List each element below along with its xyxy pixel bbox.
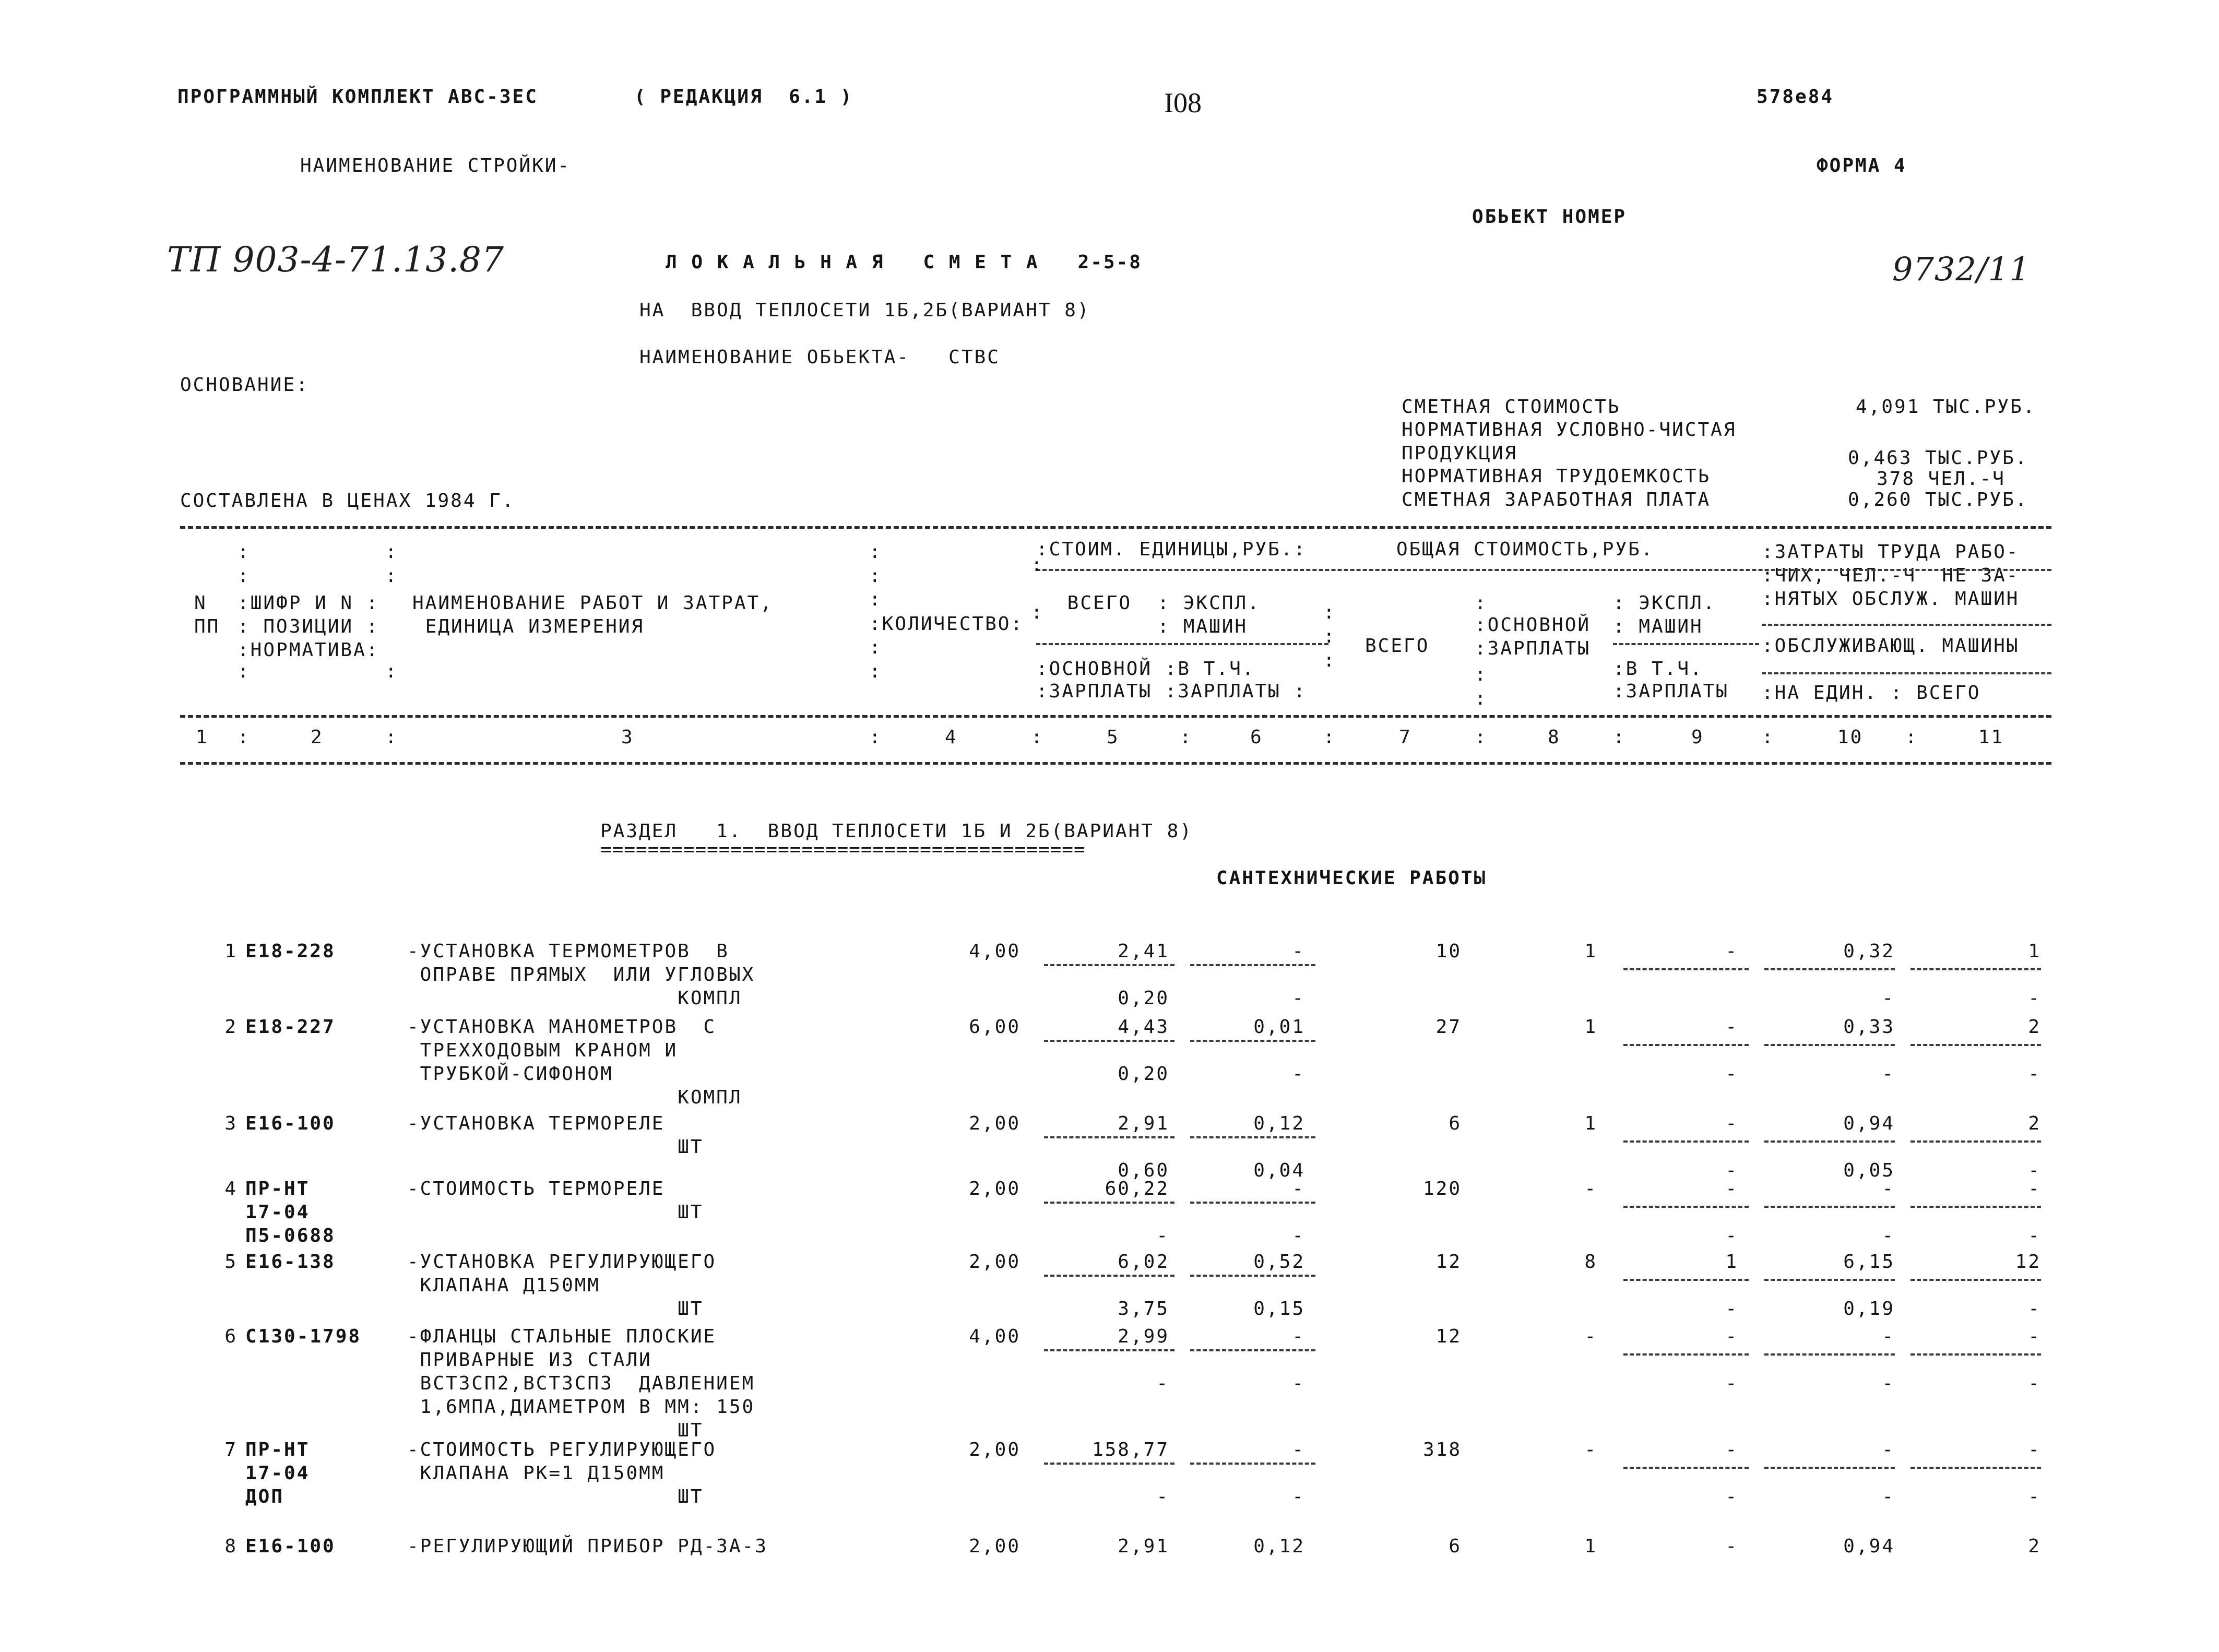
row-total: 12 [1435,1326,1462,1347]
row-total: 27 [1435,1016,1462,1038]
handwritten-number: 9732/11 [1892,250,2031,288]
row-labor-unit: - [1882,1439,1895,1460]
row-unit-machine-salary: - [1292,1063,1305,1085]
row-total: 6 [1449,1536,1462,1557]
row-divider [1764,1279,1895,1281]
row-base-salary: - [1584,1439,1597,1460]
col-number-separators: : [869,727,882,748]
row-unit-cost: 2,91 [1118,1536,1169,1557]
col-10-11-group-header: :ЗАТРАТЫ ТРУДА РАБО- :ЧИХ, ЧЕЛ.-Ч НЕ ЗА- :НЯТЫХ ОБСЛУЖ. МАШИН [1762,541,2020,610]
col-number-separators: : [1180,727,1193,748]
row-unit-salary: - [1156,1373,1169,1394]
row-unit-salary: 0,20 [1118,1063,1169,1085]
row-divider [1044,1136,1174,1138]
row-unit-machines: - [1292,1439,1305,1460]
col-number: 4 [945,727,958,748]
col-number: 9 [1691,727,1704,748]
col-3-header: НАИМЕНОВАНИЕ РАБОТ И ЗАТРАТ, ЕДИНИЦА ИЗМЕРЕНИЯ [412,592,773,637]
summary-label: НОРМАТИВНАЯ ТРУДОЕМКОСТЬ [1402,466,1711,487]
row-divider [1044,1463,1174,1465]
row-base-salary: 1 [1584,1016,1597,1038]
row-divider [1623,1140,1749,1143]
row-machine-salary: - [1725,1298,1738,1320]
col-number-separators: : [385,727,398,748]
row-machine-salary: - [1725,1160,1738,1181]
col-number-separators: : [1475,727,1488,748]
col-number: 6 [1250,727,1263,748]
row-unit-machines: 0,52 [1253,1251,1305,1273]
row-base-salary: - [1584,1178,1597,1199]
header-col-separators: : : : [1475,592,1488,709]
row-divider [1764,1206,1895,1208]
row-name: -СТОИМОСТЬ ТЕРМОРЕЛЕ ШТ [407,1178,704,1223]
row-machines: - [1725,941,1738,962]
row-divider [1764,1044,1895,1046]
col-9-header: : ЭКСПЛ. : МАШИН [1613,592,1716,637]
col-number-separators: : [1323,727,1336,748]
row-unit-cost: 158,77 [1091,1439,1169,1460]
col-number: 5 [1107,727,1120,748]
header-col-separators: : : [1031,554,1044,624]
col-10-11-bottom-header: :ОБСЛУЖИВАЮЩ. МАШИНЫ [1762,635,2020,657]
row-quantity: 2,00 [969,1113,1020,1134]
col-number: 10 [1837,727,1864,748]
row-machines: - [1725,1016,1738,1038]
row-divider [1190,1349,1315,1351]
row-divider [1911,1206,2041,1208]
row-machines: - [1725,1326,1738,1347]
estimate-subject: НА ВВОД ТЕПЛОСЕТИ 1Б,2Б(ВАРИАНТ 8) [639,300,1090,321]
row-code: Е16-138 [245,1251,336,1273]
col-number: 1 [196,727,209,748]
row-labor-total: - [2028,1439,2041,1460]
row-unit-cost: 6,02 [1118,1251,1169,1273]
row-divider [1911,1353,2041,1356]
summary-value: 0,260 ТЫС.РУБ. [1848,489,2028,510]
row-labor-unit-2: - [1882,1225,1895,1246]
section-underline: ========================================= [600,839,1086,860]
row-unit-machine-salary: - [1292,1486,1305,1507]
section-title: РАЗДЕЛ 1. ВВОД ТЕПЛОСЕТИ 1Б И 2Б(ВАРИАНТ 8) [600,821,1193,842]
row-divider [1190,1202,1315,1204]
col-number-separators: : [1905,727,1918,748]
row-divider [1623,1467,1749,1469]
row-number: 2 [224,1016,238,1038]
row-labor-unit: 0,32 [1843,941,1895,962]
header-bottom-rule [180,715,2051,718]
row-code: Е16-100 [245,1536,336,1557]
row-machine-salary: - [1725,1225,1738,1246]
prices-note: СОСТАВЛЕНА В ЦЕНАХ 1984 Г. [180,490,515,512]
row-labor-unit: - [1882,1326,1895,1347]
row-total: 12 [1435,1251,1462,1273]
col-number: 2 [311,727,324,748]
row-labor-total: 1 [2028,941,2041,962]
col-number: 8 [1548,727,1561,748]
row-number: 5 [224,1251,238,1273]
row-divider [1044,964,1174,966]
row-machines: 1 [1725,1251,1738,1273]
program-name: ПРОГРАММНЫЙ КОМПЛЕКТ АВС-ЗЕС [177,86,538,108]
col-10-11-subheader: :НА ЕДИН. : ВСЕГО [1762,682,1981,704]
header-col-separators: : : : [1323,602,1336,671]
row-divider [1044,1040,1174,1042]
header-col-separators: : : : [238,541,251,682]
row-divider [1623,1044,1749,1046]
page-number: I08 [1164,87,1202,118]
summary-label: ПРОДУКЦИЯ [1402,443,1518,464]
row-labor-unit: 0,94 [1843,1113,1895,1134]
col-number-separators: : [238,727,251,748]
row-unit-cost: 2,41 [1118,941,1169,962]
row-labor-unit: 6,15 [1843,1251,1895,1273]
row-name: -УСТАНОВКА РЕГУЛИРУЮЩЕГО КЛАПАНА Д150ММ ШТ [407,1251,717,1320]
row-labor-total-2: - [2028,1063,2041,1085]
row-unit-machines: 0,01 [1253,1016,1305,1038]
edition: ( РЕДАКЦИЯ 6.1 ) [634,86,853,108]
row-base-salary: 8 [1584,1251,1597,1273]
row-labor-unit-2: 0,05 [1843,1160,1895,1181]
row-labor-total-2: - [2028,1298,2041,1320]
row-number: 6 [224,1326,238,1347]
row-number: 8 [224,1536,238,1557]
row-labor-unit: 0,94 [1843,1536,1895,1557]
row-divider [1623,1279,1749,1281]
row-unit-machines: - [1292,1326,1305,1347]
row-machine-salary: - [1725,1486,1738,1507]
row-divider [1911,1044,2041,1046]
table-top-rule [180,526,2051,529]
row-unit-salary: - [1156,1225,1169,1246]
summary-value: 378 ЧЕЛ.-Ч [1877,468,2006,490]
row-labor-total-2: - [2028,1373,2041,1394]
row-divider [1044,1275,1174,1277]
summary-label: СМЕТНАЯ СТОИМОСТЬ [1402,396,1621,418]
numbers-bottom-rule [180,762,2051,765]
row-total: 120 [1422,1178,1462,1199]
row-number: 1 [224,941,238,962]
summary-value: 4,091 ТЫС.РУБ. [1856,396,2036,418]
col-number-separators: : [1762,727,1775,748]
header-col-separators: : : : [385,541,398,682]
row-code: Е16-100 [245,1113,336,1134]
row-code: ПР-НТ 17-04 П5-0688 [245,1178,336,1246]
row-divider [1764,968,1895,970]
row-labor-total-2: - [2028,988,2041,1009]
row-name: -РЕГУЛИРУЮЩИЙ ПРИБОР РД-3А-3 [407,1536,768,1557]
row-unit-machines: - [1292,941,1305,962]
row-total: 318 [1422,1439,1462,1460]
row-code: Е18-228 [245,941,336,962]
row-machines: - [1725,1178,1738,1199]
row-unit-salary: 3,75 [1118,1298,1169,1320]
col-7-header: ВСЕГО [1365,635,1430,657]
row-labor-total-2: - [2028,1486,2041,1507]
row-machine-salary: - [1725,1063,1738,1085]
row-quantity: 2,00 [969,1536,1020,1557]
row-labor-unit: - [1882,1178,1895,1199]
row-labor-unit-2: - [1882,1373,1895,1394]
col-5-6-group-header: :СТОИМ. ЕДИНИЦЫ,РУБ.: [1036,539,1307,560]
row-code: Е18-227 [245,1016,336,1038]
row-labor-unit: 0,33 [1843,1016,1895,1038]
row-divider [1190,1275,1315,1277]
row-name: -СТОИМОСТЬ РЕГУЛИРУЮЩЕГО КЛАПАНА РК=1 Д150ММ ШТ [407,1439,717,1507]
header-inner-rule [1613,643,1759,645]
row-unit-cost: 2,99 [1118,1326,1169,1347]
row-divider [1623,968,1749,970]
row-number: 3 [224,1113,238,1134]
row-quantity: 6,00 [969,1016,1020,1038]
row-unit-machine-salary: 0,15 [1253,1298,1305,1320]
row-code: С130-1798 [245,1326,362,1347]
row-unit-cost: 60,22 [1105,1178,1169,1199]
row-labor-unit-2: - [1882,988,1895,1009]
row-quantity: 2,00 [969,1251,1020,1273]
document-code: 578е84 [1757,86,1834,108]
row-base-salary: 1 [1584,941,1597,962]
row-divider [1911,1467,2041,1469]
row-unit-machine-salary: 0,04 [1253,1160,1305,1181]
row-base-salary: - [1584,1326,1597,1347]
col-1-header: N ПП [194,592,220,637]
estimate-title: Л О К А Л Ь Н А Я С М Е Т А 2-5-8 [666,252,1142,273]
row-number: 4 [224,1178,238,1199]
row-divider [1764,1467,1895,1469]
col-number: 11 [1978,727,2004,748]
summary-label: СМЕТНАЯ ЗАРАБОТНАЯ ПЛАТА [1402,489,1711,510]
header-inner-rule [1762,672,2051,674]
row-base-salary: 1 [1584,1113,1597,1134]
row-number: 7 [224,1439,238,1460]
row-divider [1190,1136,1315,1138]
object-name: НАИМЕНОВАНИЕ ОБЬЕКТА- СТВС [639,347,1000,368]
row-unit-machines: - [1292,1178,1305,1199]
summary-value: 0,463 ТЫС.РУБ. [1848,447,2028,469]
col-number-separators: : [1031,727,1044,748]
row-labor-total: 12 [2015,1251,2041,1273]
row-labor-total-2: - [2028,1225,2041,1246]
row-name: -УСТАНОВКА ТЕРМОРЕЛЕ ШТ [407,1113,704,1158]
row-unit-machines: 0,12 [1253,1536,1305,1557]
row-divider [1190,1040,1315,1042]
row-machines: - [1725,1439,1738,1460]
col-number: 3 [621,727,634,748]
row-unit-salary: 0,60 [1118,1160,1169,1181]
row-machines: - [1725,1113,1738,1134]
row-divider [1911,1140,2041,1143]
row-labor-total: 2 [2028,1536,2041,1557]
row-divider [1044,1202,1174,1204]
row-quantity: 4,00 [969,941,1020,962]
summary-label: НОРМАТИВНАЯ УСЛОВНО-ЧИСТАЯ [1402,419,1737,441]
row-unit-machine-salary: - [1292,988,1305,1009]
row-divider [1764,1140,1895,1143]
row-unit-salary: 0,20 [1118,988,1169,1009]
row-unit-machine-salary: - [1292,1373,1305,1394]
row-labor-unit-2: - [1882,1063,1895,1085]
header-col-separators: : : : : : [869,541,882,682]
row-labor-total: 2 [2028,1016,2041,1038]
row-machine-salary: - [1725,1373,1738,1394]
row-machines: - [1725,1536,1738,1557]
row-divider [1911,1279,2041,1281]
header-inner-rule [1762,624,2051,626]
row-labor-unit-2: - [1882,1486,1895,1507]
row-base-salary: 1 [1584,1536,1597,1557]
row-unit-cost: 2,91 [1118,1113,1169,1134]
form-number: ФОРМА 4 [1817,155,1907,176]
row-name: -УСТАНОВКА ТЕРМОМЕТРОВ В ОПРАВЕ ПРЯМЫХ ИЛИ УГЛОВЫХ КОМПЛ [407,941,755,1009]
row-divider [1190,964,1315,966]
row-name: -УСТАНОВКА МАНОМЕТРОВ С ТРЕХХОДОВЫМ КРАНОМ И ТРУБКОЙ-СИФОНОМ КОМПЛ [407,1016,742,1108]
header-inner-rule [1036,643,1328,645]
row-total: 6 [1449,1113,1462,1134]
handwritten-project-code: ТП 903-4-71.13.87 [167,240,505,280]
col-4-header: :КОЛИЧЕСТВО: [869,613,1024,635]
col-9-bottom-header: :В Т.Ч. :ЗАРПЛАТЫ [1613,658,1729,703]
row-unit-salary: - [1156,1486,1169,1507]
row-quantity: 2,00 [969,1439,1020,1460]
col-2-header: :ШИФР И N : : ПОЗИЦИИ : :НОРМАТИВА: [238,592,379,661]
row-divider [1911,968,2041,970]
row-labor-unit-2: 0,19 [1843,1298,1895,1320]
row-divider [1623,1206,1749,1208]
row-unit-machine-salary: - [1292,1225,1305,1246]
col-5-6-subheader: ВСЕГО : ЭКСПЛ. : МАШИН [1067,592,1261,637]
row-quantity: 2,00 [969,1178,1020,1199]
row-divider [1044,1349,1174,1351]
row-unit-machines: 0,12 [1253,1113,1305,1134]
header-inner-rule [1036,569,2051,571]
row-unit-cost: 4,43 [1118,1016,1169,1038]
row-divider [1764,1353,1895,1356]
section-subtitle: САНТЕХНИЧЕСКИЕ РАБОТЫ [1216,867,1487,889]
row-labor-total-2: - [2028,1160,2041,1181]
construction-name: НАИМЕНОВАНИЕ СТРОЙКИ- [300,155,571,176]
object-number: ОБЬЕКТ НОМЕР [1472,206,1627,228]
row-code: ПР-НТ 17-04 ДОП [245,1439,310,1507]
row-divider [1190,1463,1315,1465]
col-8-header: :ОСНОВНОЙ :ЗАРПЛАТЫ [1475,614,1591,659]
row-total: 10 [1435,941,1462,962]
row-labor-total: - [2028,1326,2041,1347]
col-5-6-bottom-header: :ОСНОВНОЙ :В Т.Ч. :ЗАРПЛАТЫ :ЗАРПЛАТЫ : [1036,658,1307,703]
row-labor-total: 2 [2028,1113,2041,1134]
row-divider [1623,1353,1749,1356]
row-name: -ФЛАНЦЫ СТАЛЬНЫЕ ПЛОСКИЕ ПРИВАРНЫЕ ИЗ СТАЛИ ВСТ3СП2,ВСТ3СП3 ДАВЛЕНИЕМ 1,6МПА,ДИАМЕТРОМ В ММ: 150 ШТ [407,1326,755,1441]
col-7-9-group-header: ОБЩАЯ СТОИМОСТЬ,РУБ. [1396,539,1654,560]
row-labor-total: - [2028,1178,2041,1199]
basis-label: ОСНОВАНИЕ: [180,374,309,396]
col-number: 7 [1399,727,1412,748]
row-quantity: 4,00 [969,1326,1020,1347]
col-number-separators: : [1613,727,1626,748]
